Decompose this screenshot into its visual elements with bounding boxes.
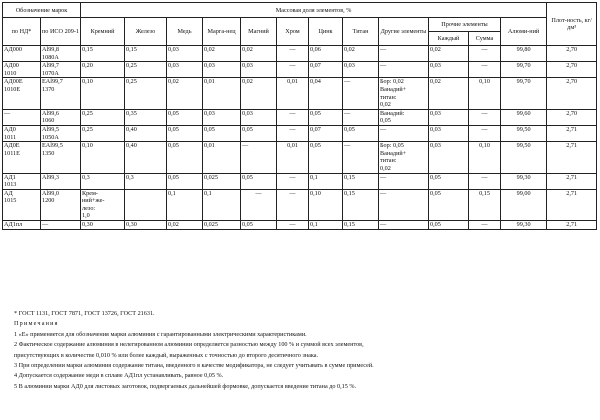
cell-nd: АД00Е 1010Е [3, 78, 41, 109]
cell-density: 2,71 [547, 189, 597, 220]
cell-other: — [379, 221, 429, 230]
cell-density: 2,70 [547, 78, 597, 109]
cell-cr: — [277, 125, 309, 141]
cell-cu: 0,02 [167, 78, 203, 109]
cell-other: Бор: 0,05 Ванадий+ титан: 0,02 [379, 142, 429, 173]
cell-iso: — [41, 221, 81, 230]
header-other-elements: Другие элементы [379, 18, 429, 46]
cell-iso: Al99,5 1050A [41, 125, 81, 141]
cell-nd: АД00 1010 [3, 62, 41, 78]
cell-each: 0,05 [429, 221, 469, 230]
header-manganese: Марга-нец [203, 18, 241, 46]
cell-each: 0,03 [429, 125, 469, 141]
cell-other: — [379, 173, 429, 189]
cell-mn: 0,03 [203, 62, 241, 78]
cell-ti: — [343, 109, 379, 125]
table-row [3, 125, 597, 141]
cell-ti: 0,03 [343, 62, 379, 78]
cell-nd: АД000 [3, 46, 41, 62]
notes-heading: Примечания [14, 320, 59, 328]
note-item: 1 «Е» применяется для обозначения марки алюминия с гарантированными электрическими характеристиками. [14, 330, 307, 338]
cell-mg: 0,03 [241, 109, 277, 125]
cell-mg: 0,05 [241, 125, 277, 141]
cell-nd: АД1 1013 [3, 173, 41, 189]
cell-fe: 0,35 [125, 109, 167, 125]
cell-zn: 0,1 [309, 221, 343, 230]
note-item: 4 Допускается содержание меди в сплаве АД1пл устанавливать, равное 0,05 %. [14, 372, 224, 380]
cell-si: 0,20 [81, 62, 125, 78]
cell-cu: 0,05 [167, 142, 203, 173]
cell-cr: 0,01 [277, 142, 309, 173]
cell-fe: 0,25 [125, 78, 167, 109]
cell-nd: — [3, 109, 41, 125]
note-item: присутствующих в количестве 0,010 % или более каждый, выраженных с точностью до второго десятичного знака. [14, 351, 319, 359]
cell-each: 0,05 [429, 189, 469, 220]
cell-zn: 0,07 [309, 62, 343, 78]
cell-sum: — [469, 173, 501, 189]
cell-mn: 0,02 [203, 46, 241, 62]
cell-fe: 0,40 [125, 142, 167, 173]
table-row [3, 142, 597, 173]
header-titanium: Титан [343, 18, 379, 46]
cell-cr: 0,01 [277, 78, 309, 109]
cell-al: 99,50 [501, 142, 547, 173]
cell-other: — [379, 46, 429, 62]
note-item: 2 Фактическое содержание алюминия в нелегированном алюминии определяется разностью между 100 % и суммой всех элементов, [14, 341, 364, 349]
cell-ti: 0,15 [343, 221, 379, 230]
cell-si: 0,15 [81, 46, 125, 62]
cell-iso: EAl99,5 1350 [41, 142, 81, 173]
cell-density: 2,70 [547, 62, 597, 78]
notes-section [14, 309, 594, 392]
cell-other: Бор: 0,02 Ванадий+ титан: 0,02 [379, 78, 429, 109]
cell-fe: 0,30 [125, 221, 167, 230]
cell-each: 0,02 [429, 78, 469, 109]
cell-mg: 0,03 [241, 62, 277, 78]
gost-footnote: * ГОСТ 1131, ГОСТ 7871, ГОСТ 13726, ГОСТ 21631. [14, 310, 155, 317]
cell-mn: 0,03 [203, 109, 241, 125]
cell-mg: — [241, 142, 277, 173]
header-mass-fraction: Массовая доля элементов, % [81, 3, 547, 18]
cell-sum: 0,10 [469, 142, 501, 173]
cell-cr: — [277, 46, 309, 62]
cell-fe: 0,40 [125, 125, 167, 141]
cell-si: 0,3 [81, 173, 125, 189]
cell-al: 99,30 [501, 221, 547, 230]
cell-al: 99,00 [501, 189, 547, 220]
header-sum: Сумма [469, 32, 501, 46]
header-copper: Медь [167, 18, 203, 46]
note-item: 5 В алюминии марки АД0 для листовых заготовок, подвергаемых дальнейшей формовке, допускается введение титана до 0,15 %. [14, 382, 357, 390]
cell-fe: 0,3 [125, 173, 167, 189]
cell-iso: Al99,6 1060 [41, 109, 81, 125]
cell-mg: 0,05 [241, 173, 277, 189]
cell-zn: 0,06 [309, 46, 343, 62]
cell-zn: 0,04 [309, 78, 343, 109]
cell-sum: 0,15 [469, 189, 501, 220]
cell-sum: — [469, 221, 501, 230]
composition-table [2, 2, 597, 230]
cell-sum: — [469, 62, 501, 78]
cell-al: 99,70 [501, 78, 547, 109]
cell-cu: 0,1 [167, 189, 203, 220]
cell-al: 99,80 [501, 46, 547, 62]
cell-cu: 0,05 [167, 109, 203, 125]
header-by-nd: по НД* [3, 18, 41, 46]
cell-nd: АД1пл [3, 221, 41, 230]
header-silicon: Кремний [81, 18, 125, 46]
cell-iso: Al99,3 [41, 173, 81, 189]
table-row [3, 221, 597, 230]
cell-iso: EAl99,7 1370 [41, 78, 81, 109]
cell-al: 99,60 [501, 109, 547, 125]
cell-zn: 0,05 [309, 109, 343, 125]
cell-sum: — [469, 109, 501, 125]
cell-mg: 0,02 [241, 78, 277, 109]
header-magnesium: Магний [241, 18, 277, 46]
cell-mn: 0,1 [203, 189, 241, 220]
cell-density: 2,71 [547, 221, 597, 230]
note-item: 3 При определении марки алюминия содержание титана, введенного в качестве модификатора, не следует учитывать в сумме примесей. [14, 362, 374, 370]
header-zinc: Цинк [309, 18, 343, 46]
cell-si: 0,25 [81, 125, 125, 141]
header-iron: Железо [125, 18, 167, 46]
cell-iso: Al99,7 1070A [41, 62, 81, 78]
cell-zn: 0,10 [309, 189, 343, 220]
cell-other: — [379, 125, 429, 141]
cell-ti: 0,02 [343, 46, 379, 62]
cell-si: Крем- ний+же- лезо: 1,0 [81, 189, 125, 220]
cell-density: 2,71 [547, 173, 597, 189]
cell-density: 2,70 [547, 46, 597, 62]
cell-other: — [379, 62, 429, 78]
cell-sum: — [469, 125, 501, 141]
cell-si: 0,10 [81, 78, 125, 109]
cell-cu: 0,05 [167, 173, 203, 189]
cell-mn: 0,05 [203, 125, 241, 141]
table-row [3, 173, 597, 189]
cell-cr: — [277, 189, 309, 220]
header-aluminium: Алюми-ний [501, 18, 547, 46]
cell-iso: Al99,0 1200 [41, 189, 81, 220]
cell-mg: 0,02 [241, 46, 277, 62]
cell-cu: 0,05 [167, 125, 203, 141]
cell-zn: 0,1 [309, 173, 343, 189]
cell-ti: — [343, 142, 379, 173]
cell-al: 99,30 [501, 173, 547, 189]
cell-cr: — [277, 109, 309, 125]
cell-si: 0,25 [81, 109, 125, 125]
cell-ti: 0,05 [343, 125, 379, 141]
header-by-iso: по ИСО 209-1 [41, 18, 81, 46]
cell-fe: 0,25 [125, 62, 167, 78]
cell-each: 0,05 [429, 173, 469, 189]
cell-zn: 0,05 [309, 142, 343, 173]
cell-nd: АД0 1011 [3, 125, 41, 141]
cell-sum: — [469, 46, 501, 62]
cell-cu: 0,03 [167, 62, 203, 78]
cell-mn: 0,025 [203, 173, 241, 189]
cell-al: 99,70 [501, 62, 547, 78]
cell-zn: 0,07 [309, 125, 343, 141]
cell-cr: — [277, 221, 309, 230]
header-impurities: Прочие элементы [429, 18, 501, 32]
composition-rows [3, 46, 597, 230]
header-chromium: Хром [277, 18, 309, 46]
cell-ti: 0,15 [343, 173, 379, 189]
cell-other: Ванадий: 0,05 [379, 109, 429, 125]
cell-each: 0,03 [429, 62, 469, 78]
table-row [3, 46, 597, 62]
table-row [3, 78, 597, 109]
cell-each: 0,02 [429, 46, 469, 62]
cell-nd: АД0Е 1011Е [3, 142, 41, 173]
cell-ti: — [343, 78, 379, 109]
cell-other: — [379, 189, 429, 220]
cell-fe [125, 189, 167, 220]
cell-each: 0,03 [429, 109, 469, 125]
cell-fe: 0,15 [125, 46, 167, 62]
table-row [3, 62, 597, 78]
cell-al: 99,50 [501, 125, 547, 141]
table-row [3, 109, 597, 125]
cell-cr: — [277, 173, 309, 189]
cell-density: 2,71 [547, 125, 597, 141]
header-each: Каждый [429, 32, 469, 46]
cell-mn: 0,01 [203, 142, 241, 173]
cell-each: 0,03 [429, 142, 469, 173]
cell-cu: 0,03 [167, 46, 203, 62]
header-designation: Обозначение марок [3, 3, 81, 18]
cell-iso: Al99,8 1080A [41, 46, 81, 62]
cell-ti: 0,15 [343, 189, 379, 220]
cell-cr: — [277, 62, 309, 78]
cell-density: 2,70 [547, 109, 597, 125]
cell-nd: АД 1015 [3, 189, 41, 220]
table-row [3, 189, 597, 220]
header-density: Плот-ность, кг/дм³ [547, 3, 597, 46]
cell-mg: — [241, 189, 277, 220]
cell-si: 0,30 [81, 221, 125, 230]
cell-mn: 0,025 [203, 221, 241, 230]
cell-cu: 0,02 [167, 221, 203, 230]
cell-mg: 0,05 [241, 221, 277, 230]
cell-sum: 0,10 [469, 78, 501, 109]
cell-mn: 0,01 [203, 78, 241, 109]
cell-density: 2,71 [547, 142, 597, 173]
cell-si: 0,10 [81, 142, 125, 173]
